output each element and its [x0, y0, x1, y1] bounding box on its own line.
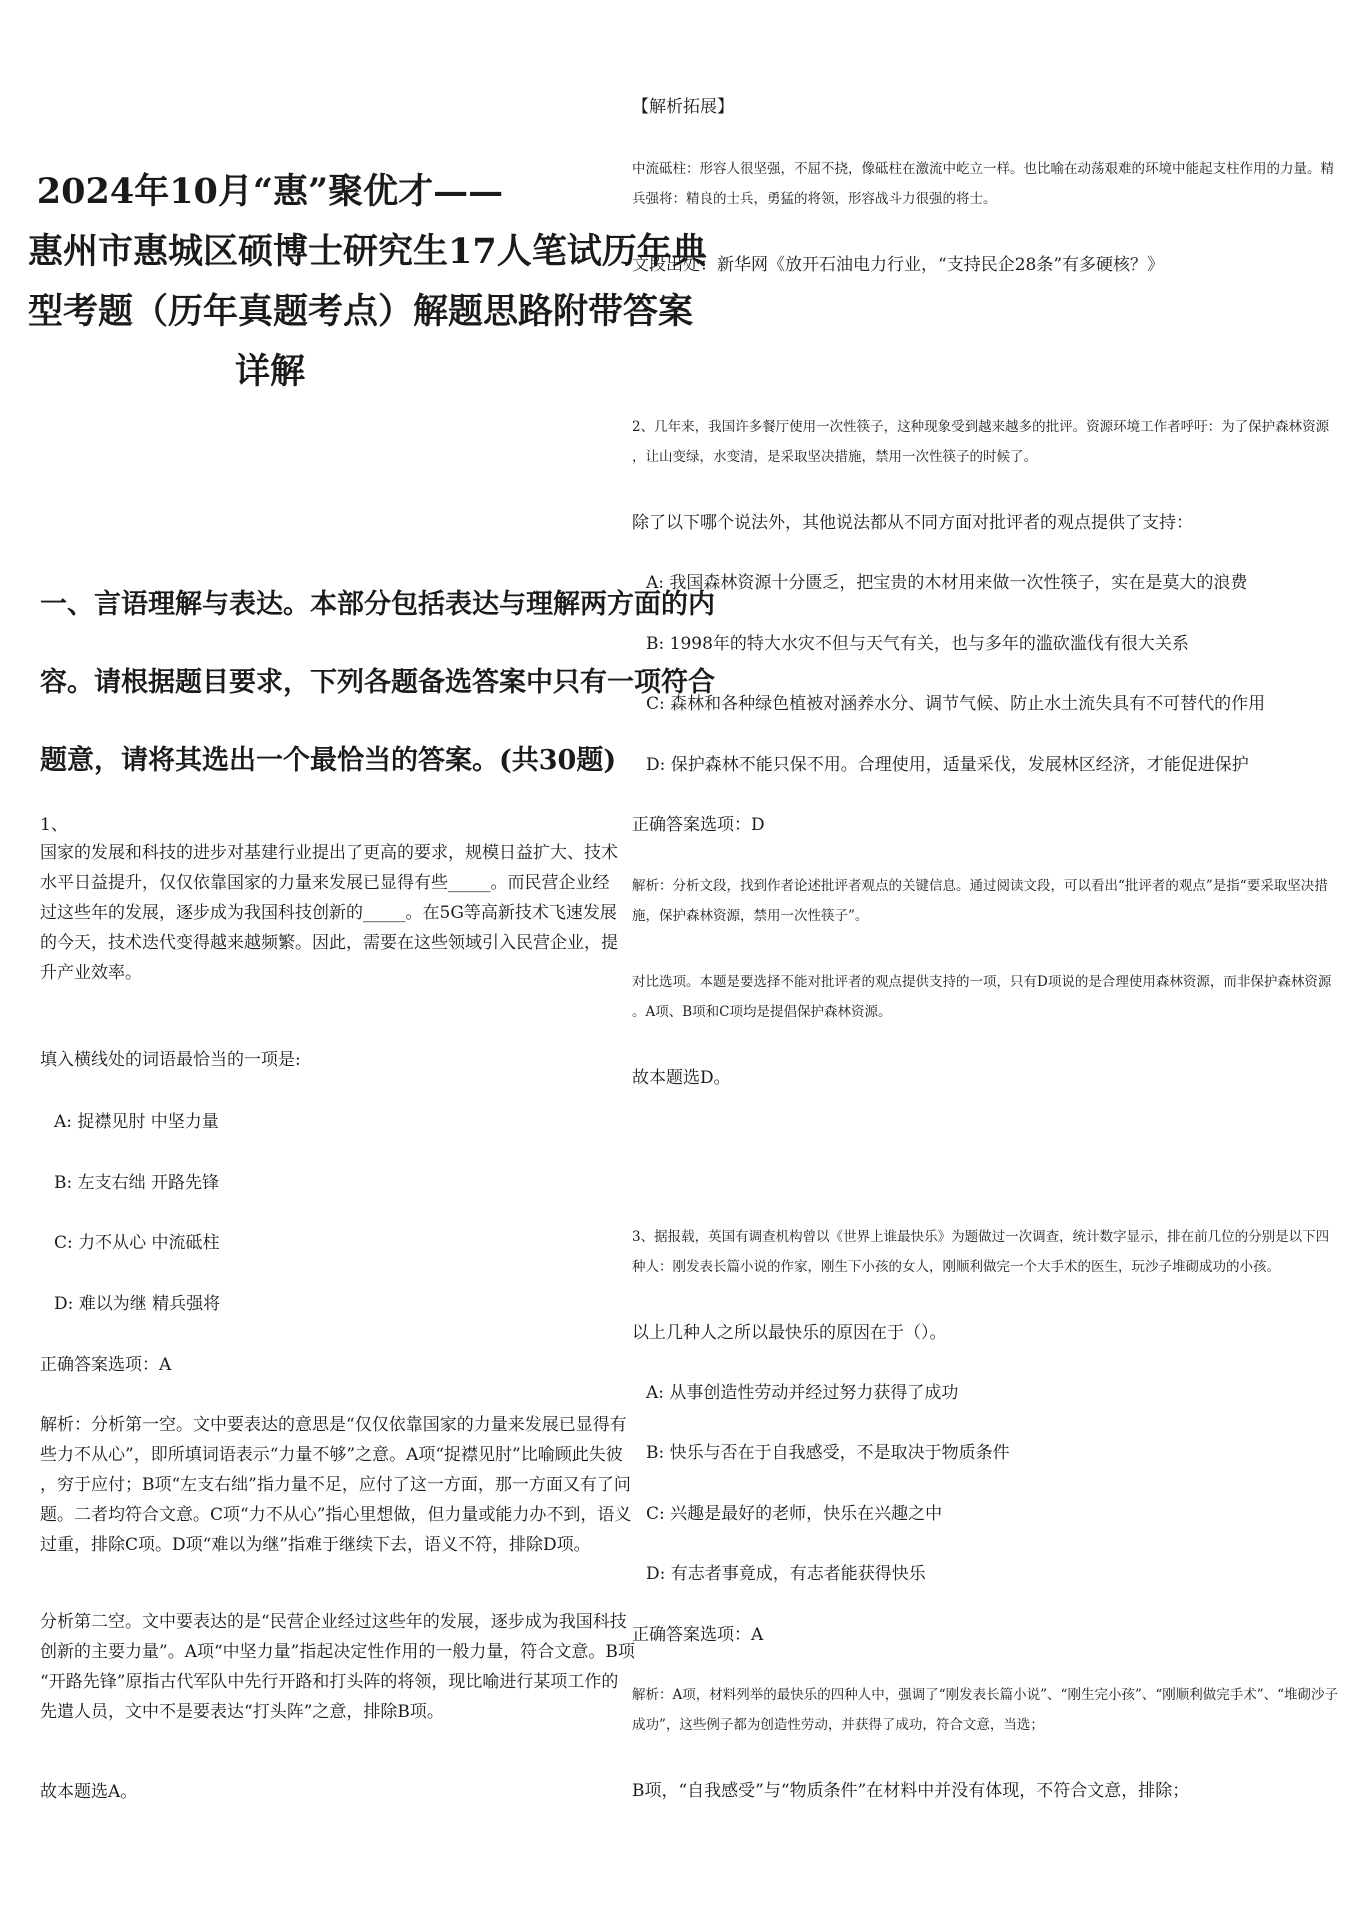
expand-line: 中流砥柱：形容人很坚强，不屈不挠，像砥柱在激流中屹立一样。也比喻在动荡艰难的环境中能起支柱作用的力量。精: [632, 161, 1334, 177]
stem-line: 种人：刚发表长篇小说的作家，刚生下小孩的女人，刚顺利做完一个大手术的医生，玩沙子堆砌成功的小孩。: [632, 1259, 1280, 1275]
expand-text: [632, 154, 1334, 214]
analysis-line: 成功”，这些例子都为创造性劳动，并获得了成功，符合文意，当选；: [632, 1717, 1044, 1733]
analysis-line: ，穷于应付；B项“左支右绌”指力量不足，应付了这一方面，那一方面又有了问: [40, 1475, 631, 1495]
analysis-line: 解析：A项，材料列举的最快乐的四种人中，强调了“刚发表长篇小说”、“刚生完小孩”、“刚顺利做完手术”、“堆砌沙子: [632, 1687, 1339, 1703]
option-d: D: 难以为继 精兵强将: [54, 1294, 221, 1314]
option-c: C: 力不从心 中流砥柱: [54, 1233, 220, 1253]
option-b: B: 快乐与否在于自我感受，不是取决于物质条件: [646, 1443, 1010, 1463]
option-c: C: 兴趣是最好的老师，快乐在兴趣之中: [646, 1504, 943, 1524]
answer-line: 正确答案选项：A: [40, 1355, 172, 1375]
option-b: B: 左支右绌 开路先锋: [54, 1173, 220, 1193]
stem-line: 国家的发展和科技的进步对基建行业提出了更高的要求，规模日益扩大、技术: [40, 843, 618, 863]
analysis-line: 解析：分析文段，找到作者论述批评者观点的关键信息。通过阅读文段，可以看出“批评者的观点”是指“要采取坚决措: [632, 878, 1328, 894]
question-1-stem: [40, 838, 618, 988]
title-line: 2024年10月“惠”聚优才——: [36, 171, 504, 212]
analysis-paragraph: [632, 871, 1328, 931]
conclusion-line: 故本题选D。: [632, 1068, 731, 1088]
section-line: 一、言语理解与表达。本部分包括表达与理解两方面的内: [40, 589, 715, 620]
conclusion-line: 故本题选A。: [40, 1782, 138, 1802]
option-d: D: 保护森林不能只保不用。合理使用，适量采伐，发展林区经济，才能促进保护: [646, 755, 1249, 775]
question-3-prompt: 以上几种人之所以最快乐的原因在于（）。: [632, 1323, 947, 1343]
analysis-line: 过重，排除C项。D项“难以为继”指难于继续下去，语义不符，排除D项。: [40, 1535, 591, 1555]
source-line: 文段出处：新华网《放开石油电力行业，“支持民企28条”有多硬核？》: [632, 255, 1165, 275]
question-2-prompt: 除了以下哪个说法外，其他说法都从不同方面对批评者的观点提供了支持：: [632, 513, 1193, 533]
analysis-line: 分析第二空。文中要表达的是“民营企业经过这些年的发展，逐步成为我国科技: [40, 1612, 627, 1632]
analysis-line: 解析：分析第一空。文中要表达的意思是“仅仅依靠国家的力量来发展已显得有: [40, 1415, 627, 1435]
stem-line: 升产业效率。: [40, 963, 142, 983]
stem-line: 3、据报载，英国有调查机构曾以《世界上谁最快乐》为题做过一次调查，统计数字显示，排在前几位的分别是以下四: [632, 1229, 1330, 1245]
analysis-line: 先遣人员，文中不是要表达“打头阵”之意，排除B项。: [40, 1702, 444, 1722]
section-line: 题意，请将其选出一个最恰当的答案。(共30题): [40, 745, 617, 776]
analysis-line: 施，保护森林资源，禁用一次性筷子”。: [632, 908, 869, 924]
option-a: A: 从事创造性劳动并经过努力获得了成功: [646, 1383, 959, 1403]
option-a: A: 捉襟见肘 中坚力量: [54, 1112, 219, 1132]
analysis-paragraph: [40, 1607, 635, 1727]
question-3-stem: [632, 1222, 1329, 1282]
question-1-number: 1、: [40, 815, 68, 835]
analysis-paragraph: [40, 1410, 631, 1560]
section-line: 容。请根据题目要求，下列各题备选答案中只有一项符合: [40, 667, 715, 698]
analysis-line: 创新的主要力量”。A项“中坚力量”指起决定性作用的一般力量，符合文意。B项: [40, 1642, 635, 1662]
analysis-line: 对比选项。本题是要选择不能对批评者的观点提供支持的一项，只有D项说的是合理使用森林资源，而非保护森林资源: [632, 974, 1332, 990]
option-a: A: 我国森林资源十分匮乏，把宝贵的木材用来做一次性筷子，实在是莫大的浪费: [646, 573, 1248, 593]
option-c: C: 森林和各种绿色植被对涵养水分、调节气候、防止水土流失具有不可替代的作用: [646, 694, 1266, 714]
analysis-line: “开路先锋”原指古代军队中先行开路和打头阵的将领，现比喻进行某项工作的: [40, 1672, 619, 1692]
analysis-paragraph: [632, 967, 1331, 1027]
question-2-stem: [632, 412, 1329, 472]
expand-heading: 【解析拓展】: [632, 97, 734, 117]
option-d: D: 有志者事竟成，有志者能获得快乐: [646, 1564, 926, 1584]
answer-line: 正确答案选项：D: [632, 815, 765, 835]
analysis-line: 。A项、B项和C项均是提倡保护森林资源。: [632, 1004, 892, 1020]
analysis-line: 题。二者均符合文意。C项“力不从心”指心里想做，但力量或能力办不到，语义: [40, 1505, 632, 1525]
analysis-line: 些力不从心”，即所填词语表示“力量不够”之意。A项“捉襟见肘”比喻顾此失彼: [40, 1445, 623, 1465]
option-b: B: 1998年的特大水灾不但与天气有关，也与多年的滥砍滥伐有很大关系: [646, 634, 1189, 654]
stem-line: 的今天，技术迭代变得越来越频繁。因此，需要在这些领域引入民营企业，提: [40, 933, 618, 953]
title-line: 惠州市惠城区硕博士研究生17人笔试历年典: [28, 231, 707, 272]
title-line: 详解: [234, 351, 305, 392]
answer-line: 正确答案选项：A: [632, 1625, 764, 1645]
document-title: [28, 162, 707, 402]
stem-line: ，让山变绿，水变清，是采取坚决措施，禁用一次性筷子的时候了。: [632, 449, 1037, 465]
stem-line: 2、几年来，我国许多餐厅使用一次性筷子，这种现象受到越来越多的批评。资源环境工作者呼吁：为了保护森林资源: [632, 419, 1330, 435]
expand-line: 兵强将：精良的士兵，勇猛的将领，形容战斗力很强的将士。: [632, 191, 997, 207]
stem-line: 过这些年的发展，逐步成为我国科技创新的_____。在5G等高新技术飞速发展: [40, 903, 617, 923]
question-1-prompt: 填入横线处的词语最恰当的一项是:: [40, 1050, 301, 1070]
analysis-line: B项，“自我感受”与“物质条件”在材料中并没有体现，不符合文意，排除；: [632, 1781, 1190, 1801]
analysis-paragraph: [632, 1680, 1338, 1740]
section-heading: [40, 566, 715, 800]
stem-line: 水平日益提升，仅仅依靠国家的力量来发展已显得有些_____。而民营企业经: [40, 873, 610, 893]
title-line: 型考题（历年真题考点）解题思路附带答案: [28, 291, 694, 332]
